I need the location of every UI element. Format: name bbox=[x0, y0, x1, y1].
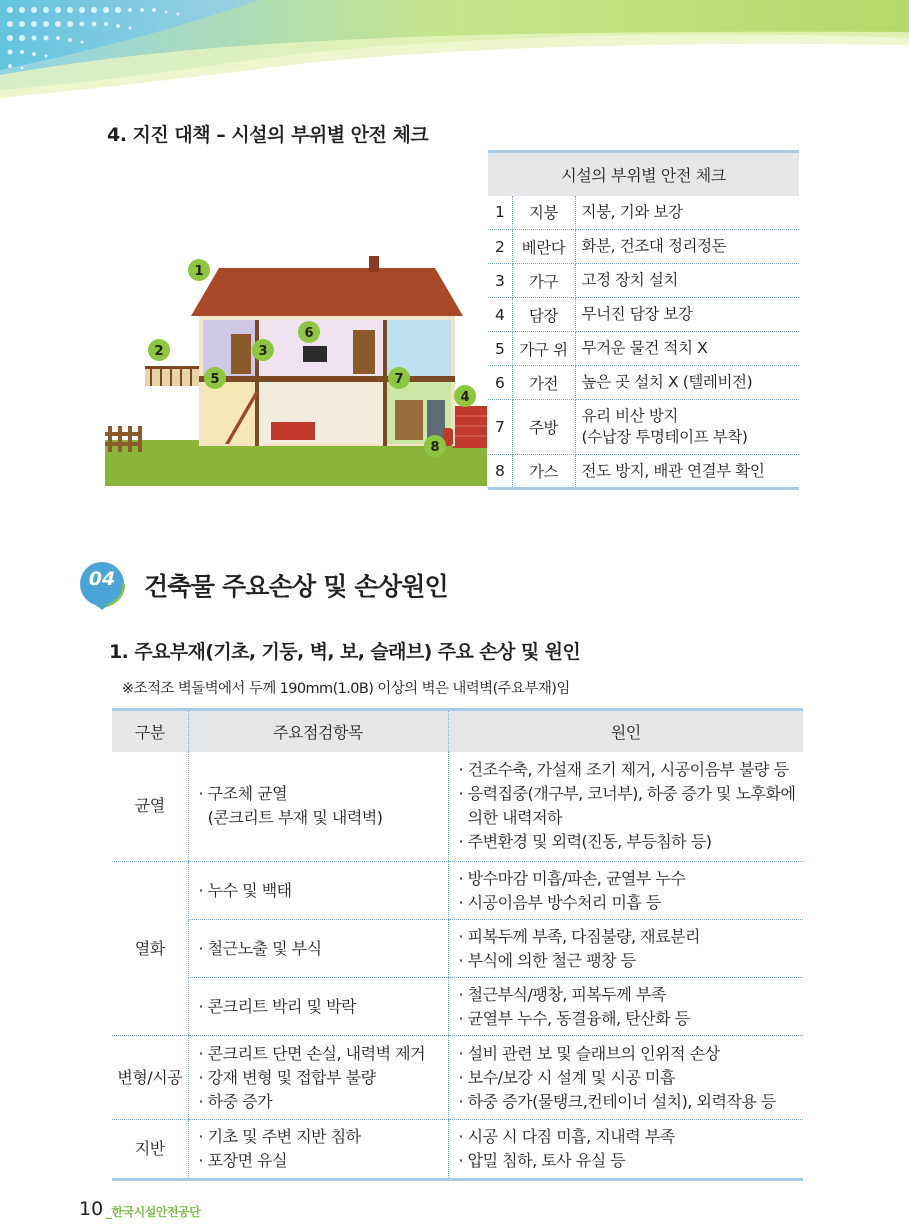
table-row bbox=[488, 400, 799, 455]
item-line: (콘크리트 부재 및 내력벽) bbox=[198, 808, 383, 828]
row-part: 주방 bbox=[512, 400, 575, 455]
row-category: 열화 bbox=[112, 862, 188, 1036]
row-cause bbox=[448, 1036, 803, 1120]
item-line: · 콘크리트 단면 손실, 내력벽 제거 bbox=[198, 1043, 426, 1063]
row-number: 6 bbox=[488, 366, 512, 400]
row-desc bbox=[575, 400, 799, 455]
row-cause bbox=[448, 862, 803, 920]
row-part: 지붕 bbox=[512, 196, 575, 230]
marker-4-label: 4 bbox=[460, 390, 470, 405]
table-row bbox=[488, 455, 799, 489]
marker-5-label: 5 bbox=[210, 372, 220, 387]
row-check-item bbox=[188, 1120, 448, 1180]
table-row bbox=[488, 298, 799, 332]
table-row bbox=[488, 196, 799, 230]
row-part: 가전 bbox=[512, 366, 575, 400]
table-row bbox=[112, 862, 803, 920]
row-part: 담장 bbox=[512, 298, 575, 332]
item-line: · 하중 증가 bbox=[198, 1091, 273, 1111]
item-line: · 콘크리트 박리 및 박락 bbox=[198, 996, 357, 1016]
row-desc: 화분, 건조대 정리정돈 bbox=[575, 230, 799, 264]
row-cause bbox=[448, 978, 803, 1036]
item-line: · 강재 변형 및 접합부 불량 bbox=[198, 1067, 376, 1087]
header-category: 구분 bbox=[112, 710, 188, 752]
row-part: 가스 bbox=[512, 455, 575, 489]
table-row bbox=[112, 1120, 803, 1180]
row-desc: 지붕, 기와 보강 bbox=[575, 196, 799, 230]
marker-8-label: 8 bbox=[430, 440, 440, 455]
row-category: 지반 bbox=[112, 1120, 188, 1180]
marker-2-label: 2 bbox=[154, 344, 164, 359]
row-cause bbox=[448, 920, 803, 978]
house-cross-section-illustration bbox=[105, 250, 487, 486]
row-part: 베란다 bbox=[512, 230, 575, 264]
chapter-title: 건축물 주요손상 및 손상원인 bbox=[144, 572, 448, 601]
row-desc: 무거운 물건 적치 X bbox=[575, 332, 799, 366]
table-row bbox=[488, 332, 799, 366]
cause-line: 의한 내력저하 bbox=[458, 808, 562, 828]
cause-line: · 건조수축, 가설재 조기 제거, 시공이음부 불량 등 bbox=[458, 760, 789, 780]
table-row bbox=[488, 230, 799, 264]
cause-line: · 하중 증가(물탱크,컨테이너 설치), 외력작용 등 bbox=[458, 1091, 776, 1111]
cause-line: · 보수/보강 시 설계 및 시공 미흡 bbox=[458, 1067, 675, 1087]
row-check-item bbox=[188, 920, 448, 978]
row-desc: 높은 곳 설치 X (텔레비전) bbox=[575, 366, 799, 400]
subsection-note: ※조적조 벽돌벽에서 두께 190mm(1.0B) 이상의 벽은 내력벽(주요부재)임 bbox=[122, 681, 570, 697]
row-number: 5 bbox=[488, 332, 512, 366]
header-cause: 원인 bbox=[448, 710, 803, 752]
table-row bbox=[112, 1036, 803, 1120]
safety-check-table bbox=[488, 150, 799, 490]
row-number: 3 bbox=[488, 264, 512, 298]
item-line: · 누수 및 백태 bbox=[198, 880, 292, 900]
marker-1-label: 1 bbox=[194, 264, 204, 279]
row-desc-line: 유리 비산 방지 bbox=[581, 407, 678, 425]
subsection-title: 1. 주요부재(기초, 기둥, 벽, 보, 슬래브) 주요 손상 및 원인 bbox=[109, 641, 581, 663]
footer-organization: _한국시설안전공단 bbox=[106, 1205, 201, 1219]
table-row bbox=[488, 264, 799, 298]
marker-6-label: 6 bbox=[304, 326, 314, 341]
row-number: 8 bbox=[488, 455, 512, 489]
table-row bbox=[112, 978, 803, 1036]
row-check-item bbox=[188, 752, 448, 862]
item-line: · 구조체 균열 bbox=[198, 784, 288, 804]
row-desc: 전도 방지, 배관 연결부 확인 bbox=[575, 455, 799, 489]
page-number: 10 bbox=[79, 1198, 104, 1220]
row-desc: 무너진 담장 보강 bbox=[575, 298, 799, 332]
cause-line: · 시공 시 다짐 미흡, 지내력 부족 bbox=[458, 1127, 675, 1146]
row-category: 균열 bbox=[112, 752, 188, 862]
row-category: 변형/시공 bbox=[112, 1036, 188, 1120]
marker-7-label: 7 bbox=[394, 372, 404, 387]
brick-wall-illustration bbox=[453, 406, 487, 448]
row-part: 가구 위 bbox=[512, 332, 575, 366]
row-number: 4 bbox=[488, 298, 512, 332]
cause-line: · 응력집중(개구부, 코너부), 하중 증가 및 노후화에 bbox=[458, 784, 796, 804]
cause-line: · 방수마감 미흡/파손, 균열부 누수 bbox=[458, 868, 686, 888]
cause-line: · 부식에 의한 철근 팽창 등 bbox=[458, 950, 636, 970]
section-title: 4. 지진 대책 – 시설의 부위별 안전 체크 bbox=[107, 124, 429, 146]
row-check-item bbox=[188, 1036, 448, 1120]
row-cause bbox=[448, 1120, 803, 1180]
top-banner bbox=[0, 0, 909, 100]
row-check-item bbox=[188, 862, 448, 920]
roof-illustration bbox=[191, 268, 463, 316]
row-part: 가구 bbox=[512, 264, 575, 298]
cause-line: · 철근부식/팽창, 피복두께 부족 bbox=[458, 984, 666, 1004]
item-line: · 기초 및 주변 지반 침하 bbox=[198, 1127, 361, 1146]
table-row bbox=[488, 366, 799, 400]
cause-line: · 주변환경 및 외력(진동, 부등침하 등) bbox=[458, 832, 712, 852]
chapter-badge-number: 04 bbox=[88, 568, 116, 590]
table-row bbox=[112, 752, 803, 862]
cause-line: · 균열부 누수, 동결융해, 탄산화 등 bbox=[458, 1008, 690, 1028]
cause-line: · 피복두께 부족, 다짐불량, 재료분리 bbox=[458, 926, 700, 946]
item-line: · 포장면 유실 bbox=[198, 1151, 288, 1170]
cause-line: · 압밀 침하, 토사 유실 등 bbox=[458, 1151, 626, 1170]
header-check-item: 주요점검항목 bbox=[188, 710, 448, 752]
cause-line: · 시공이음부 방수처리 미흡 등 bbox=[458, 892, 661, 912]
row-number: 2 bbox=[488, 230, 512, 264]
safety-check-table-header: 시설의 부위별 안전 체크 bbox=[488, 152, 799, 196]
row-number: 7 bbox=[488, 400, 512, 455]
row-check-item bbox=[188, 978, 448, 1036]
item-line: · 철근노출 및 부식 bbox=[198, 938, 322, 958]
row-desc-line: (수납장 투명테이프 부착) bbox=[581, 428, 748, 446]
marker-3-label: 3 bbox=[258, 344, 268, 359]
damage-cause-table bbox=[112, 708, 803, 1181]
row-desc: 고정 장치 설치 bbox=[575, 264, 799, 298]
table-row bbox=[112, 920, 803, 978]
row-cause bbox=[448, 752, 803, 862]
cause-line: · 설비 관련 보 및 슬래브의 인위적 손상 bbox=[458, 1043, 720, 1063]
row-number: 1 bbox=[488, 196, 512, 230]
